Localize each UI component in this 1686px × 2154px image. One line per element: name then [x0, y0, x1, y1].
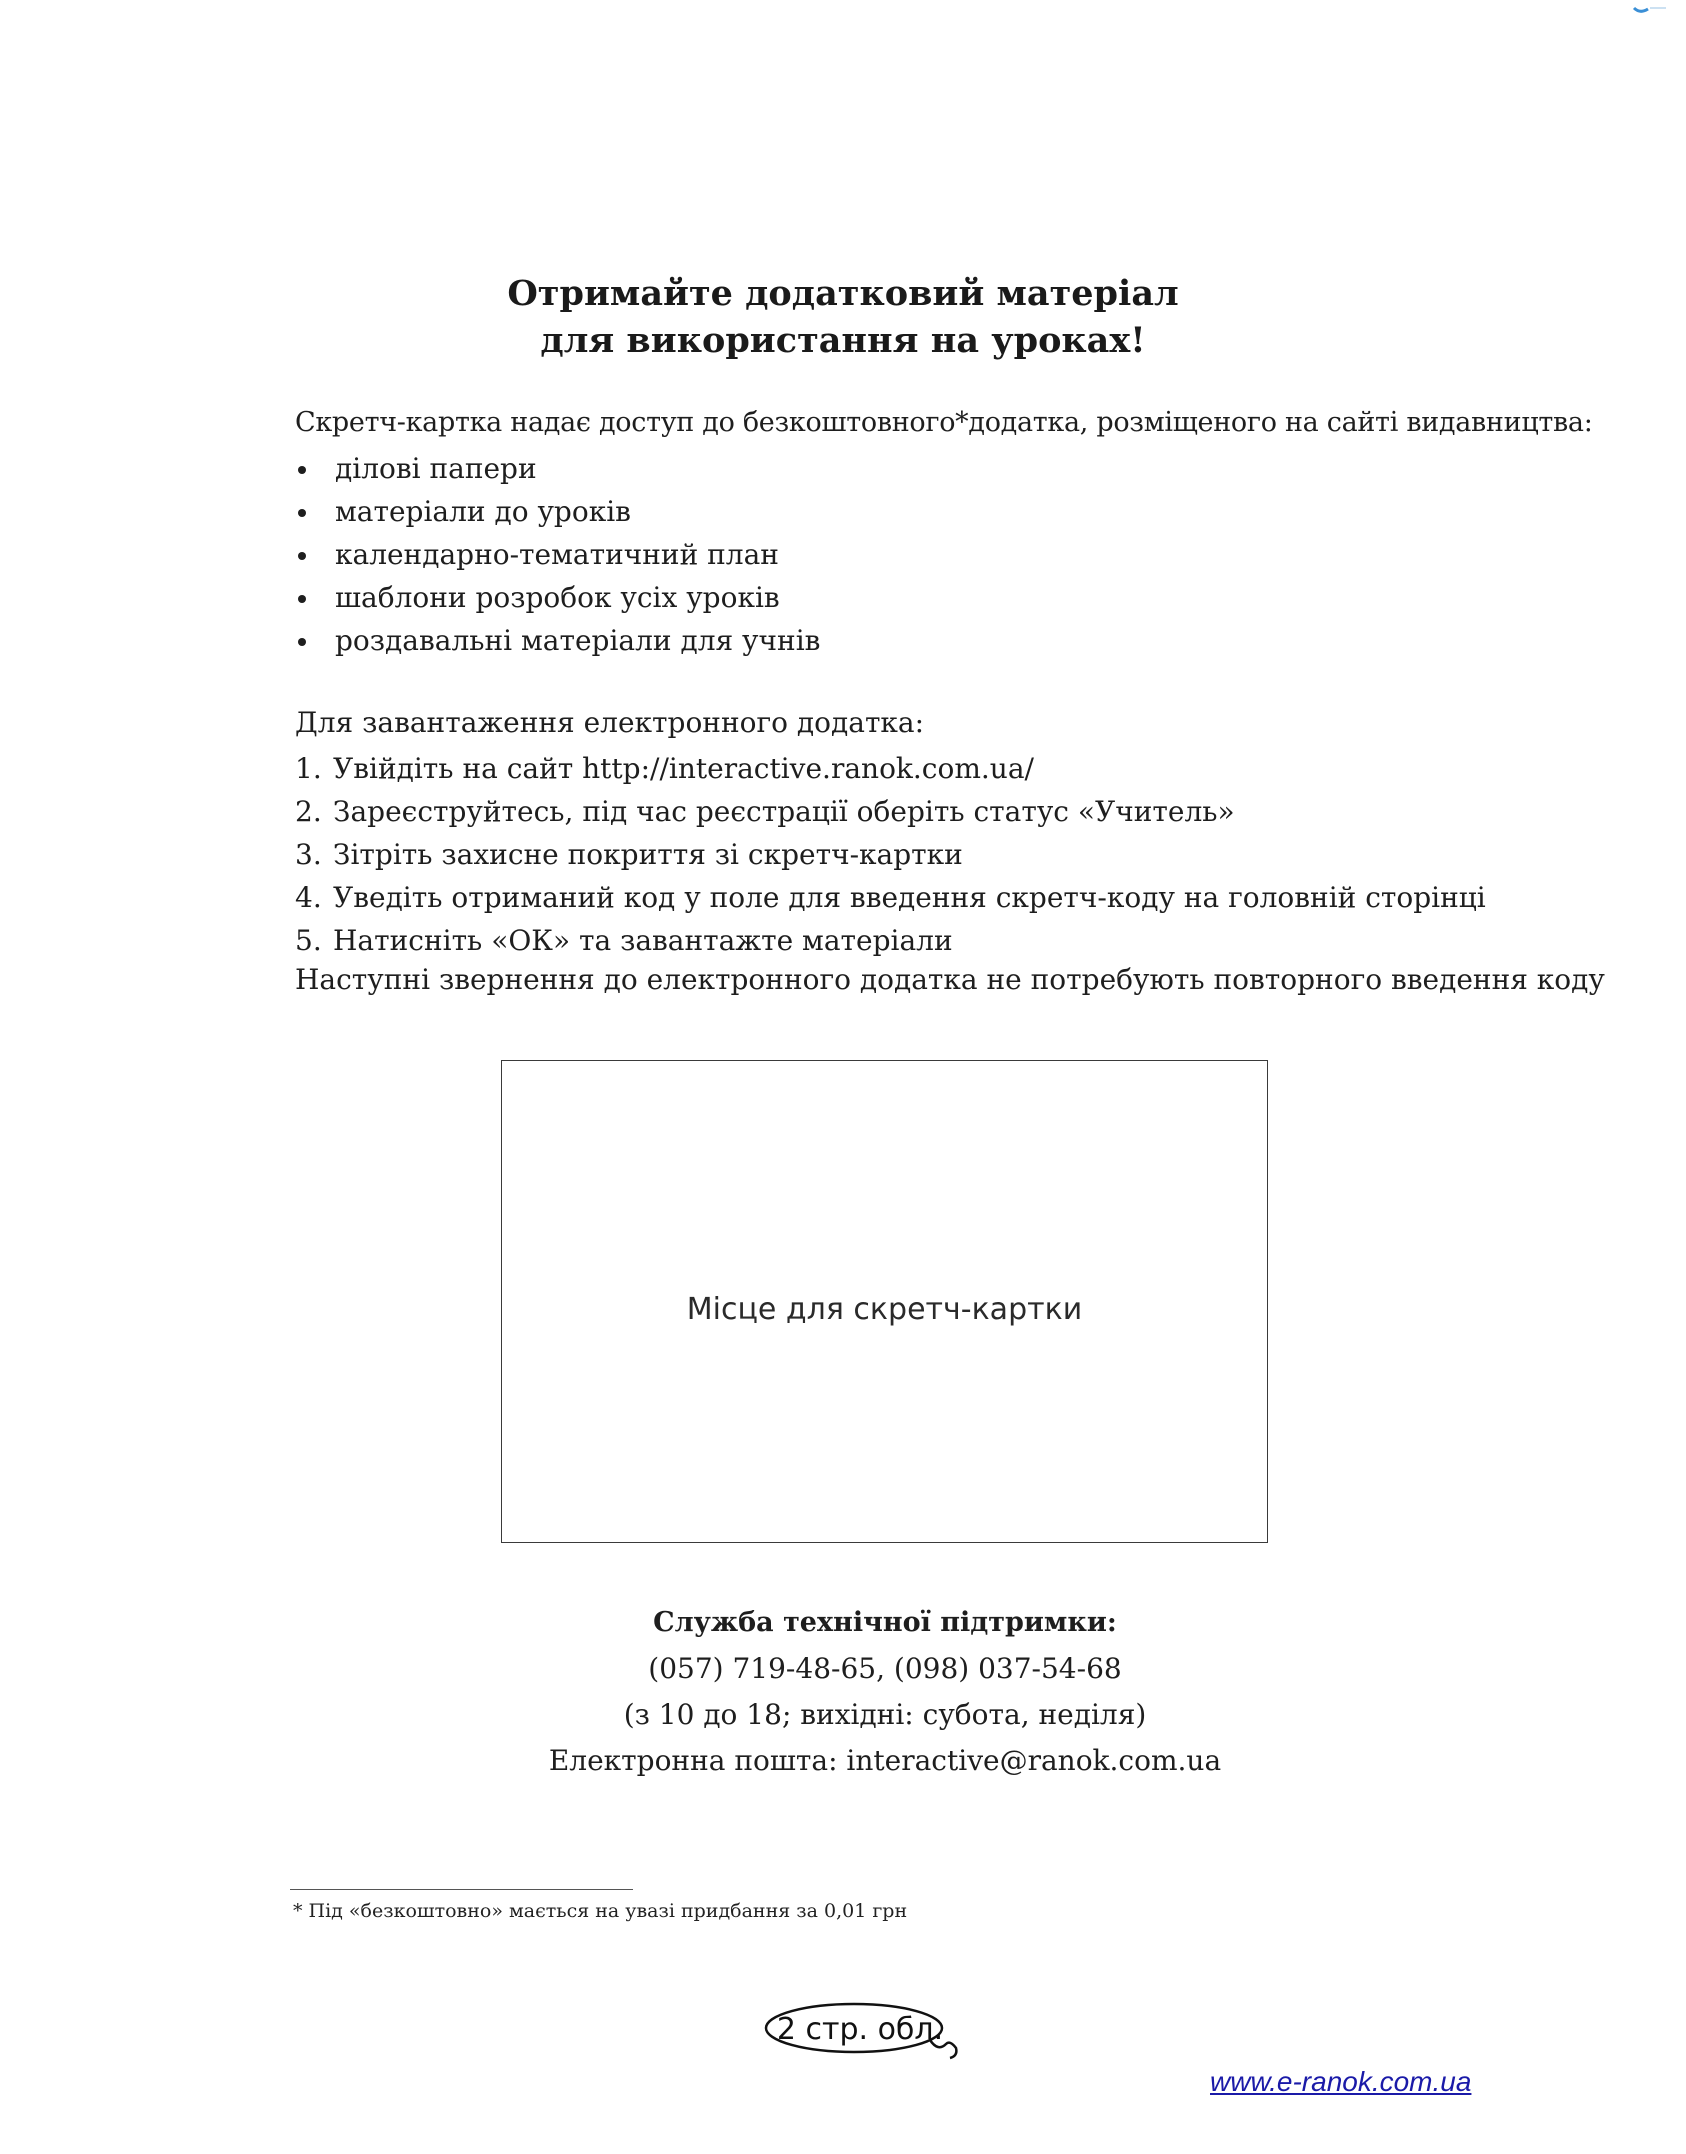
title-line-2: для використання на уроках!	[540, 320, 1146, 361]
list-item-text: календарно-тематичний план	[335, 538, 779, 571]
footnote-divider	[290, 1889, 633, 1890]
step-number: 4.	[295, 881, 322, 914]
step-number: 2.	[295, 795, 322, 828]
step-item	[295, 919, 1486, 962]
step-item	[295, 876, 1486, 919]
list-item	[295, 447, 820, 490]
list-item	[295, 576, 820, 619]
step-item	[295, 790, 1486, 833]
support-hours: (з 10 до 18; вихідні: субота, неділя)	[623, 1698, 1147, 1731]
step-text: Натисніть «ОК» та завантажте матеріали	[333, 924, 953, 957]
bullet-icon	[298, 466, 306, 474]
step-number: 3.	[295, 838, 322, 871]
scratch-card-label: Місце для скретч-картки	[686, 1292, 1083, 1327]
download-heading: Для завантаження електронного додатка:	[295, 706, 925, 739]
page-label-text: 2 стр. обл.	[776, 2012, 944, 2047]
intro-text: Скретч-картка надає доступ до безкоштовного*додатка, розміщеного на сайті видавництва:	[295, 407, 1593, 438]
step-text: Зітріть захисне покриття зі скретч-картки	[333, 838, 963, 871]
list-item-text: ділові папери	[335, 452, 537, 485]
step-item	[295, 747, 1486, 790]
list-item	[295, 619, 820, 662]
bullet-icon	[298, 638, 306, 646]
bullet-icon	[298, 595, 306, 603]
list-item	[295, 490, 820, 533]
step-number: 5.	[295, 924, 322, 957]
step-number: 1.	[295, 752, 322, 785]
footnote: * Під «безкоштовно» мається на увазі придбання за 0,01 грн	[293, 1900, 908, 1922]
corner-logo-icon	[1632, 0, 1668, 14]
support-title: Служба технічної підтримки:	[653, 1607, 1117, 1638]
bullet-icon	[298, 552, 306, 560]
page-title	[0, 270, 1686, 364]
list-item-text: роздавальні матеріали для учнів	[335, 624, 821, 657]
scratch-card-placeholder	[501, 1060, 1268, 1543]
bullet-icon	[298, 509, 306, 517]
repeat-access-note: Наступні звернення до електронного додатка не потребують повторного введення коду	[295, 963, 1605, 996]
step-text: Зареєструйтесь, під час реєстрації оберіть статус «Учитель»	[333, 795, 1235, 828]
support-phones: (057) 719-48-65, (098) 037-54-68	[648, 1652, 1122, 1685]
features-list	[295, 447, 820, 662]
list-item-text: матеріали до уроків	[335, 495, 631, 528]
support-block	[0, 1600, 1686, 1784]
title-line-1: Отримайте додатковий матеріал	[507, 273, 1179, 314]
download-steps	[295, 747, 1486, 962]
support-email: Електронна пошта: interactive@ranok.com.ua	[548, 1744, 1222, 1777]
step-text: Увійдіть на сайт http://interactive.ranok.com.ua/	[333, 752, 1034, 785]
site-link[interactable]: www.e-ranok.com.ua	[1210, 2066, 1472, 2097]
list-item	[295, 533, 820, 576]
step-text: Уведіть отриманий код у поле для введення скретч-коду на головній сторінці	[333, 881, 1486, 914]
page-label	[760, 2000, 960, 2062]
list-item-text: шаблони розробок усіх уроків	[335, 581, 780, 614]
step-item	[295, 833, 1486, 876]
